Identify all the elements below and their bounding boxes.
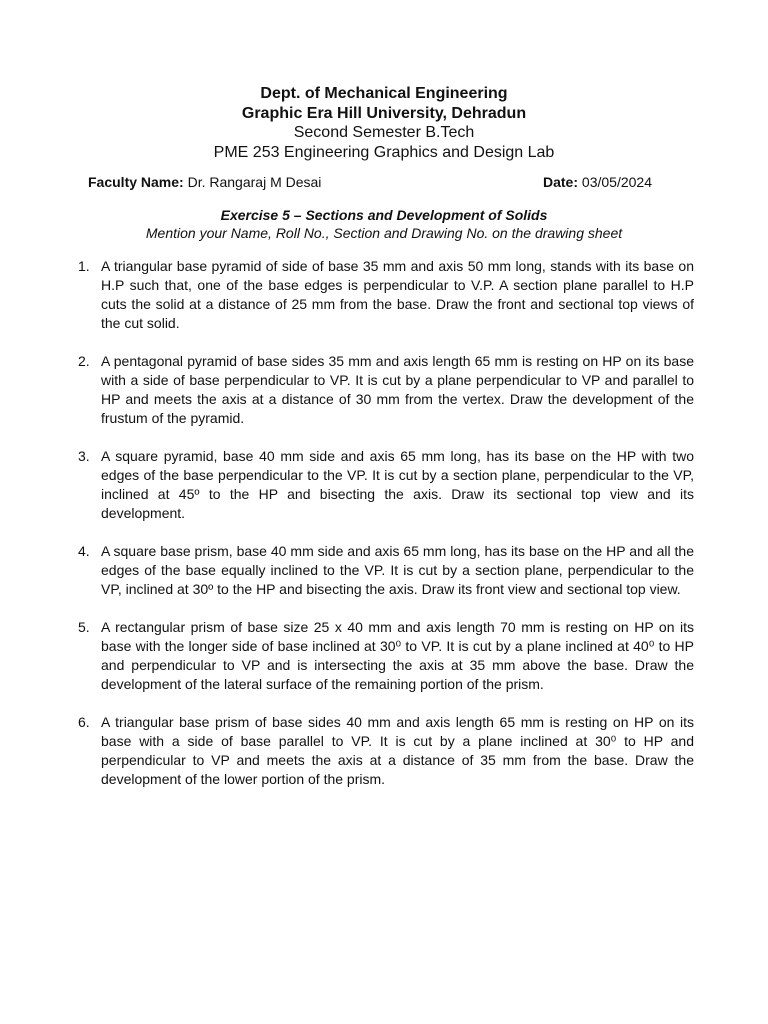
date-value: 03/05/2024 <box>581 174 652 190</box>
date-info <box>543 174 652 190</box>
faculty-info <box>88 174 321 190</box>
question-list <box>78 257 694 808</box>
question-number: 1. <box>78 258 90 274</box>
exercise-instruction: Mention your Name, Roll No., Section and Drawing No. on the drawing sheet <box>145 225 623 241</box>
question-item <box>78 352 694 428</box>
question-text: A triangular base pyramid of side of base 35 mm and axis 50 mm long, stands with its base on H.P such that, one of the base edges is perpendicular to V.P. A section plane parallel to H.P cuts the solid at a distance of 25 mm from the base. Draw the front and sectional top views of the cut solid. <box>101 258 694 331</box>
question-text: A triangular base prism of base sides 40 mm and axis length 65 mm is resting on HP on its base with a side of base parallel to VP. It is cut by a plane inclined at 30⁰ to HP and perpendicular to VP and meets the axis at a distance of 35 mm from the base. Draw the development of the lower portion of the prism. <box>101 714 694 787</box>
faculty-label: Faculty Name: <box>88 174 184 190</box>
course-title: PME 253 Engineering Graphics and Design Lab <box>213 143 555 161</box>
question-number: 5. <box>78 619 90 635</box>
document-header <box>0 84 768 162</box>
question-text: A pentagonal pyramid of base sides 35 mm and axis length 65 mm is resting on HP on its base with a side of base perpendicular to VP. It is cut by a plane perpendicular to VP and parallel to HP and meets the axis at a distance of 30 mm from the vertex. Draw the development of the frustum of the pyramid. <box>101 353 694 426</box>
question-number: 3. <box>78 448 90 464</box>
exercise-title: Exercise 5 – Sections and Development of Solids <box>220 207 548 223</box>
question-text: A square pyramid, base 40 mm side and axis 65 mm long, has its base on the HP with two edges of the base perpendicular to the VP. It is cut by a section plane, perpendicular to the VP, inclined at 45º to the HP and bisecting the axis. Draw its sectional top view and its development. <box>101 448 694 521</box>
question-item <box>78 257 694 333</box>
question-number: 2. <box>78 353 90 369</box>
exercise-block <box>0 207 768 242</box>
university-title: Graphic Era Hill University, Dehradun <box>241 104 527 122</box>
faculty-value: Dr. Rangaraj M Desai <box>187 174 322 190</box>
semester-line: Second Semester B.Tech <box>293 124 475 141</box>
question-text: A rectangular prism of base size 25 x 40 mm and axis length 70 mm is resting on HP on its base with the longer side of base inclined at 30⁰ to VP. It is cut by a plane inclined at 40⁰ to HP and perpendicular to VP and is intersecting the axis at 35 mm above the base. Draw the development of the lateral surface of the remaining portion of the prism. <box>101 619 694 692</box>
meta-row <box>88 174 668 194</box>
question-number: 4. <box>78 543 90 559</box>
question-number: 6. <box>78 714 90 730</box>
department-title: Dept. of Mechanical Engineering <box>260 85 508 102</box>
question-item <box>78 447 694 523</box>
date-label: Date: <box>543 174 579 190</box>
question-text: A square base prism, base 40 mm side and axis 65 mm long, has its base on the HP and all the edges of the base equally inclined to the VP. It is cut by a section plane, perpendicular to the VP, inclined at 30º to the HP and bisecting the axis. Draw its front view and sectional top view. <box>101 543 694 597</box>
question-item <box>78 618 694 694</box>
question-item <box>78 542 694 599</box>
question-item <box>78 713 694 789</box>
